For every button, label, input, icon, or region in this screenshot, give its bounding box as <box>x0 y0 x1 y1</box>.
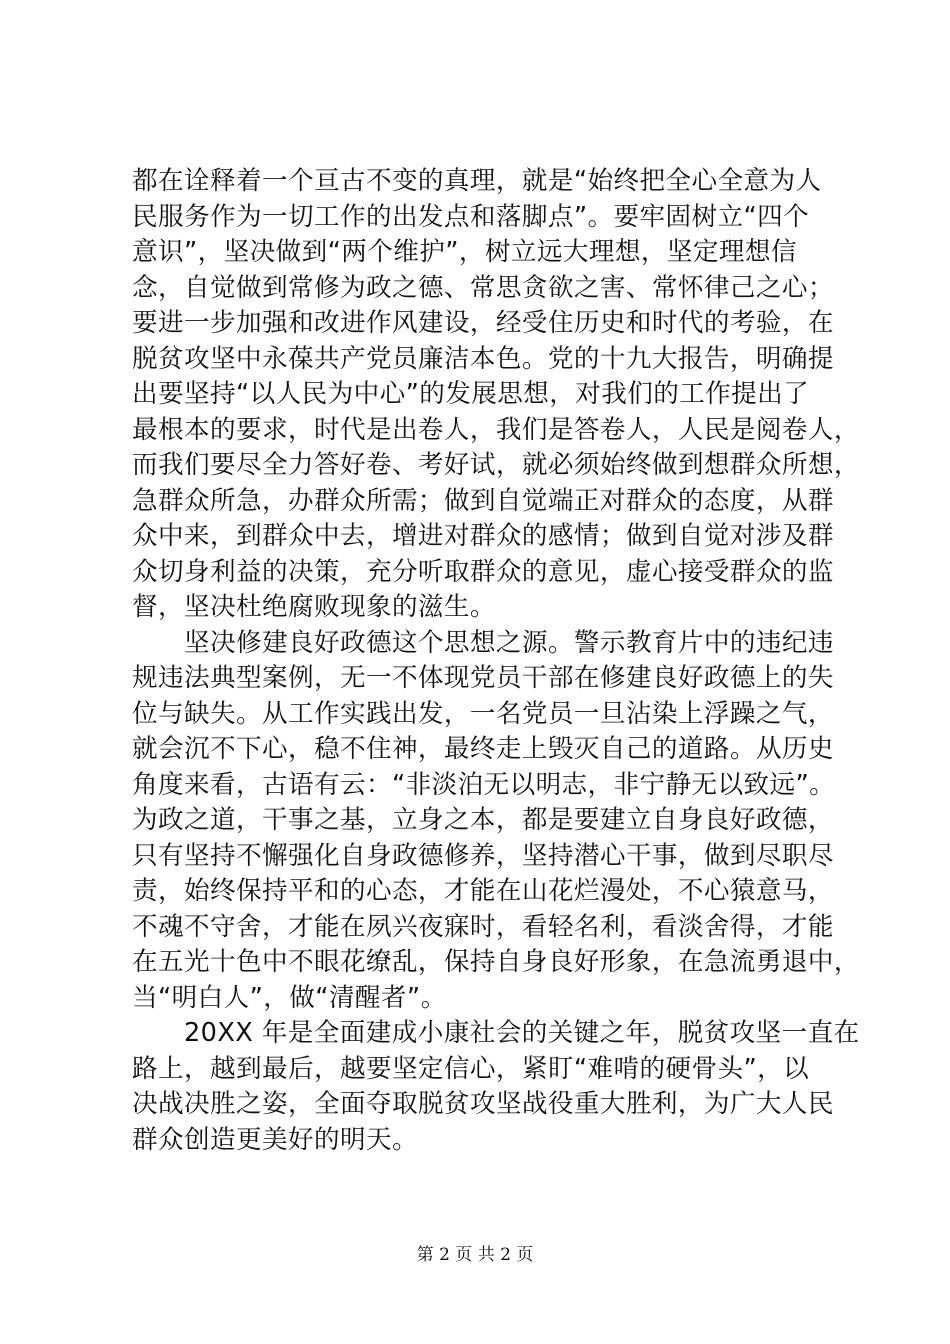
text-line: 念，自觉做到常修为政之德、常思贪欲之害、常怀律己之心； <box>132 272 834 303</box>
text-line: 当“明白人”，做“清醒者”。 <box>132 982 447 1013</box>
text-line: 坚决修建良好政德这个思想之源。警示教育片中的违纪违 <box>132 627 834 658</box>
text-line: 群众创造更美好的明天。 <box>132 1124 418 1155</box>
text-line: 位与缺失。从工作实践出发，一名党员一旦沾染上浮躁之气， <box>132 698 834 729</box>
text-line: 在五光十色中不眼花缭乱，保持自身良好形象，在急流勇退中， <box>132 947 860 977</box>
document-body <box>132 164 860 1158</box>
text-line: 众中来，到群众中去，增进对群众的感情；做到自觉对涉及群 <box>132 521 834 551</box>
text-line: 就会沉不下心，稳不住神，最终走上毁灭自己的道路。从历史 <box>132 734 834 764</box>
text-line: 责，始终保持平和的心态，才能在山花烂漫处，不心猿意马， <box>132 876 834 906</box>
text-line: 规违法典型案例，无一不体现党员干部在修建良好政德上的失 <box>132 663 834 693</box>
text-line: 督，坚决杜绝腐败现象的滋生。 <box>132 592 496 622</box>
page-footer <box>0 1244 950 1266</box>
text-line: 角度来看，古语有云：“非淡泊无以明志，非宁静无以致远”。 <box>132 769 836 800</box>
text-line: 都在诠释着一个亘古不变的真理，就是“始终把全心全意为人 <box>132 166 822 196</box>
text-line: 最根本的要求，时代是出卷人，我们是答卷人，人民是阅卷人， <box>132 414 860 445</box>
text-line: 为政之道，干事之基，立身之本，都是要建立自身良好政德， <box>132 805 834 835</box>
text-line: 出要坚持“以人民为中心”的发展思想，对我们的工作提出了 <box>132 379 810 409</box>
text-line: 而我们要尽全力答好卷、考好试，就必须始终做到想群众所想， <box>132 450 860 480</box>
text-line: 20XX 年是全面建成小康社会的关键之年，脱贫攻坚一直在 <box>132 1018 860 1048</box>
text-line: 民服务作为一切工作的出发点和落脚点”。要牢固树立“四个 <box>132 201 810 232</box>
text-line: 只有坚持不懈强化自身政德修养，坚持潜心干事，做到尽职尽 <box>132 840 834 871</box>
text-line: 意识”，坚决做到“两个维护”，树立远大理想，坚定理想信 <box>132 237 797 267</box>
text-line: 要进一步加强和改进作风建设，经受住历史和时代的考验，在 <box>132 308 834 338</box>
text-line: 脱贫攻坚中永葆共产党员廉洁本色。党的十九大报告，明确提 <box>132 343 834 374</box>
page-number-label: 第 2 页 共 2 页 <box>416 1245 534 1265</box>
text-line: 决战决胜之姿，全面夺取脱贫攻坚战役重大胜利，为广大人民 <box>132 1089 834 1119</box>
text-line: 路上，越到最后，越要坚定信心，紧盯“难啃的硬骨头”，以 <box>132 1053 810 1084</box>
text-line: 急群众所急，办群众所需；做到自觉端正对群众的态度，从群 <box>132 485 834 516</box>
text-line: 众切身利益的决策，充分听取群众的意见，虚心接受群众的监 <box>132 556 834 587</box>
text-line: 不魂不守舍，才能在夙兴夜寐时，看轻名利，看淡舍得，才能 <box>132 911 834 942</box>
